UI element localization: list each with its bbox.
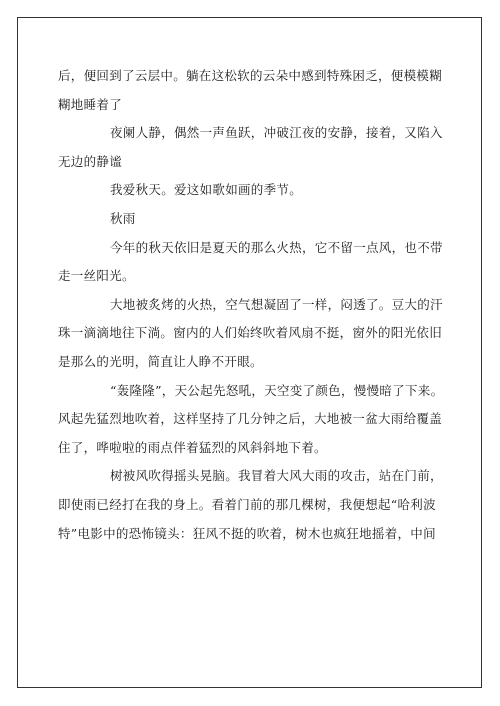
text-line: 是那么的光明，简直让人睁不开眼。: [58, 353, 263, 369]
text-line: 树被风吹得摇头晃脑。我冒着大风大雨的攻击，站在门前，: [110, 468, 443, 484]
text-line: 糊地睡着了: [58, 96, 123, 112]
text-line: 特”电影中的恐怖镜头：狂风不挺的吹着，树木也疯狂地摇着，中间: [58, 525, 436, 541]
text-line: 我爱秋天。爱这如歌如画的季节。: [110, 182, 303, 198]
text-line: 今年的秋天依旧是夏天的那么火热，它不留一点风，也不带: [110, 239, 443, 255]
text-line: 后，便回到了云层中。躺在这松软的云朵中感到特殊困乏，便模模糊: [58, 68, 443, 83]
text-line: 夜阑人静，偶然一声鱼跃，冲破江夜的安静，接着，又陷入: [110, 125, 443, 141]
text-line: 走一丝阳光。: [58, 268, 135, 284]
section-heading: 秋雨: [110, 210, 136, 226]
text-line: 无边的静谧: [58, 153, 123, 169]
text-line: 风起先猛烈地吹着，这样坚持了几分钟之后，大地被一盆大雨给覆盖: [58, 411, 443, 427]
text-line: 珠一滴滴地往下淌。窗内的人们始终吹着风扇不挺，窗外的阳光依旧: [58, 325, 443, 341]
document-body: [58, 62, 444, 548]
text-line: 住了，哗啦啦的雨点伴着猛烈的风斜斜地下着。: [58, 439, 327, 455]
text-line: 即使雨已经打在我的身上。看着门前的那几棵树，我便想起“哈利波: [58, 496, 436, 512]
text-line: 大地被炙烤的火热，空气想凝固了一样，闷透了。豆大的汗: [110, 296, 443, 312]
text-line: “轰隆隆”，天公起先怒吼，天空变了颜色，慢慢暗了下来。: [110, 382, 444, 398]
